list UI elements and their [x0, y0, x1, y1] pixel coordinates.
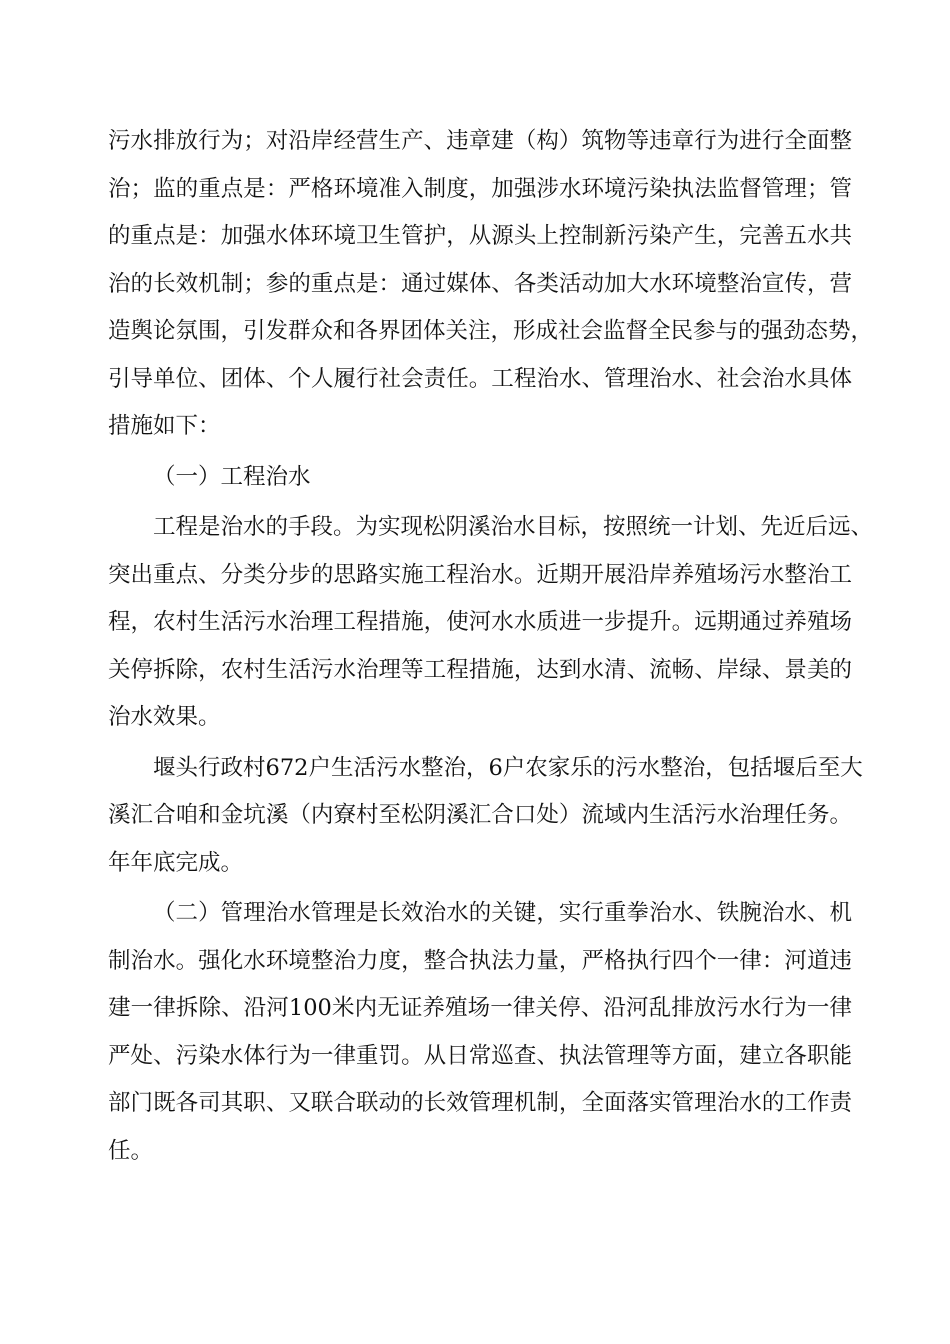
body-line: 治水效果。: [108, 704, 221, 730]
body-line: 溪汇合咱和金坑溪（内寮村至松阴溪汇合口处）流域内生活污水治理任务。: [108, 802, 852, 828]
body-line: 污水排放行为；对沿岸经营生产、违章建（构）筑物等违章行为进行全面整: [108, 128, 852, 154]
body-line: 程，农村生活污水治理工程措施，使河水水质进一步提升。远期通过养殖场: [108, 609, 852, 635]
body-line: 建一律拆除、沿河100米内无证养殖场一律关停、沿河乱排放污水行为一律: [108, 995, 852, 1021]
body-line: 工程是治水的手段。为实现松阴溪治水目标，按照统一计划、先近后远、: [153, 514, 874, 540]
section-heading: （二）管理治水管理是长效治水的关键，实行重拳治水、铁腕治水、机: [153, 900, 852, 926]
body-line: 部门既各司其职、又联合联动的长效管理机制，全面落实管理治水的工作责: [108, 1090, 852, 1116]
body-line: 措施如下：: [108, 413, 221, 439]
body-line: 堰头行政村672户生活污水整治，6户农家乐的污水整治，包括堰后至大: [153, 754, 863, 781]
body-line: 治；监的重点是：严格环境准入制度，加强涉水环境污染执法监督管理；管: [108, 175, 852, 202]
body-line: 制治水。强化水环境整治力度，整合执法力量，严格执行四个一律：河道违: [108, 947, 852, 974]
body-line: 引导单位、团体、个人履行社会责任。工程治水、管理治水、社会治水具体: [108, 365, 852, 392]
body-line: 造舆论氛围，引发群众和各界团体关注，形成社会监督全民参与的强劲态势，: [108, 318, 874, 344]
document-body: [108, 118, 874, 1175]
body-line: 治的长效机制；参的重点是：通过媒体、各类活动加大水环境整治宣传，营: [108, 270, 852, 297]
body-line: 严处、污染水体行为一律重罚。从日常巡查、执法管理等方面，建立各职能: [108, 1042, 852, 1069]
body-line: 的重点是：加强水体环境卫生管护，从源头上控制新污染产生，完善五水共: [108, 223, 852, 249]
body-line: 突出重点、分类分步的思路实施工程治水。近期开展沿岸养殖场污水整治工: [108, 561, 852, 588]
body-line: 任。: [108, 1137, 154, 1164]
body-line: 关停拆除，农村生活污水治理等工程措施，达到水清、流畅、岸绿、景美的: [108, 656, 852, 683]
section-heading: （一）工程治水: [153, 463, 311, 490]
body-line: 年年底完成。: [108, 849, 244, 876]
